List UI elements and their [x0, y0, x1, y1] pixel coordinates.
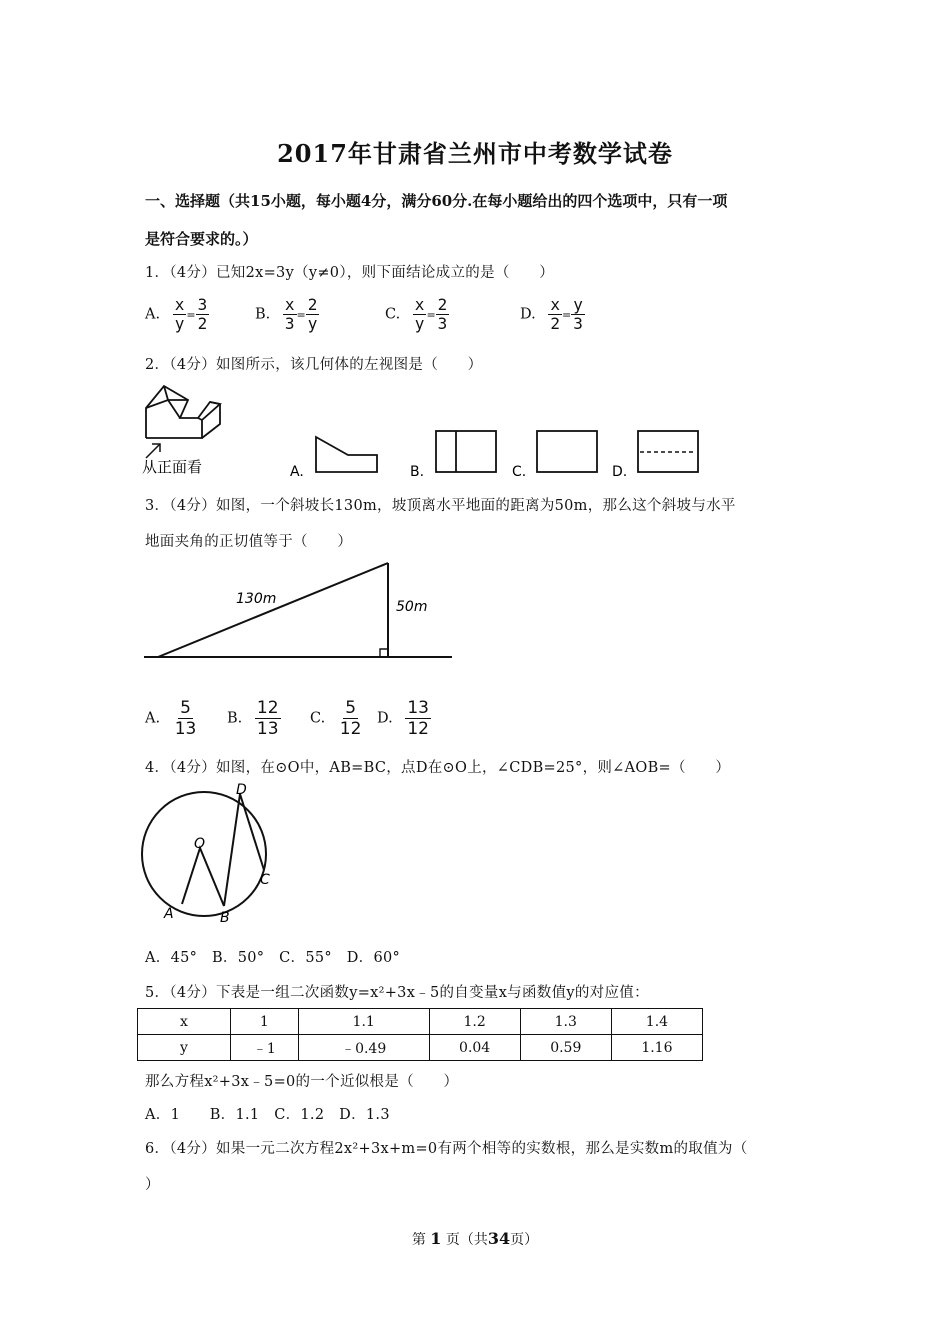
fraction-denominator: 13: [174, 719, 197, 739]
circle-o: [142, 792, 266, 916]
table-row: [138, 1009, 703, 1035]
label-c: C: [260, 872, 270, 888]
fraction-numerator: x: [414, 295, 425, 314]
q5-stem: 5．（4分）下表是一组二次函数y=x²+3x﹣5的自变量x与函数值y的对应值：: [145, 985, 649, 1001]
footer-text: 页（共: [445, 1232, 488, 1248]
q1-options: [145, 296, 795, 340]
q5-follow-up: 那么方程x²+3x﹣5=0的一个近似根是（ ）: [145, 1074, 459, 1090]
fraction-denominator: 12: [407, 719, 429, 739]
page-number: 1: [430, 1229, 442, 1248]
option-label: B.: [255, 306, 271, 323]
hypotenuse-label: 130m: [236, 591, 277, 607]
table-cell: 0.04: [429, 1035, 520, 1061]
equals-sign: =: [561, 308, 572, 322]
q2-option-a-label[interactable]: A.: [290, 464, 304, 480]
option-label: D.: [520, 306, 536, 323]
fraction-denominator: 3: [437, 314, 448, 333]
table-cell: 1.4: [611, 1009, 702, 1035]
height-label: 50m: [396, 599, 428, 615]
fraction-denominator: 13: [256, 719, 279, 739]
table-cell: 1.16: [611, 1035, 702, 1061]
fraction-denominator: y: [174, 314, 185, 333]
option-label: C.: [385, 306, 401, 323]
section-header-line1: 一、选择题（共15小题，每小题4分，满分60分.在每小题给出的四个选项中，只有一项: [145, 192, 728, 210]
fraction-denominator: 2: [550, 314, 560, 333]
fraction-numerator: 2: [307, 295, 318, 314]
table-cell: y: [138, 1035, 231, 1061]
q3-option-d[interactable]: [377, 698, 431, 739]
total-pages: 34: [487, 1229, 511, 1248]
q1-option-b[interactable]: [255, 296, 319, 333]
q6-stem-line2: ）: [145, 1177, 160, 1193]
q6-stem-line1: 6．（4分）如果一元二次方程2x²+3x+m=0有两个相等的实数根，那么是实数m的取值为（: [145, 1141, 748, 1157]
q2-option-c-label[interactable]: C.: [512, 464, 527, 480]
option-label: D.: [377, 710, 393, 727]
fraction-numerator: 12: [256, 698, 279, 718]
q2-option-b-shape[interactable]: [436, 431, 496, 472]
q3-stem-line1: 3．（4分）如图，一个斜坡长130m，坡顶离水平地面的距离为50m，那么这个斜坡与水平: [145, 498, 736, 514]
q3-stem-line2: 地面夹角的正切值等于（ ）: [145, 534, 353, 550]
label-b: B: [220, 910, 230, 926]
chords-db-dc: [224, 794, 264, 906]
solid-3d-figure: [146, 386, 220, 438]
footer-text: 第: [411, 1232, 426, 1248]
option-label: C.: [310, 710, 326, 727]
equals-sign: =: [426, 308, 436, 322]
footer-text: 页）: [510, 1232, 539, 1248]
q3-option-b[interactable]: [227, 698, 281, 739]
table-cell: x: [138, 1009, 231, 1035]
table-cell: 0.59: [520, 1035, 611, 1061]
view-arrow-icon: [146, 444, 160, 458]
q2-option-a-shape[interactable]: [316, 437, 377, 472]
page-title: 2017年甘肃省兰州市中考数学试卷: [277, 139, 673, 168]
label-d: D: [236, 782, 247, 798]
fraction-numerator: 5: [345, 698, 357, 718]
fraction-numerator: y: [573, 295, 583, 314]
right-angle-mark: [380, 649, 388, 657]
fraction-denominator: 3: [284, 314, 295, 333]
table-cell: ﹣1: [231, 1035, 299, 1061]
fraction-numerator: 13: [407, 698, 429, 718]
fraction-denominator: 3: [573, 314, 583, 333]
q3-option-c[interactable]: [310, 698, 363, 739]
q5-options[interactable]: A．1 B．1.1 C．1.2 D．1.3: [145, 1107, 390, 1123]
option-label: A.: [145, 710, 161, 727]
q4-options[interactable]: A．45° B．50° C．55° D．60°: [145, 950, 401, 966]
slope-line: [158, 563, 388, 657]
fraction-denominator: y: [307, 314, 318, 333]
page-footer: [0, 1229, 950, 1249]
fraction-numerator: 5: [180, 698, 191, 718]
fraction-denominator: y: [414, 314, 425, 333]
q1-option-a[interactable]: [145, 296, 209, 333]
fraction-numerator: 3: [197, 295, 208, 314]
q5-value-table: [137, 1008, 703, 1061]
q1-option-c[interactable]: [385, 296, 449, 333]
q3-option-a[interactable]: [145, 698, 198, 739]
radii-oa-ob: [182, 848, 224, 906]
fraction-numerator: 2: [437, 295, 448, 314]
q2-option-d-label[interactable]: D.: [612, 464, 628, 480]
fraction-denominator: 2: [197, 314, 208, 333]
table-cell: 1.1: [298, 1009, 429, 1035]
fraction-numerator: x: [174, 295, 185, 314]
table-cell: 1: [231, 1009, 299, 1035]
table-row: [138, 1035, 703, 1061]
q3-figure: [140, 555, 460, 665]
q1-stem: 1．（4分）已知2x=3y（y≠0），则下面结论成立的是（ ）: [145, 265, 555, 281]
q1-option-d[interactable]: [520, 296, 585, 333]
fraction-numerator: x: [284, 295, 295, 314]
label-o: O: [194, 836, 206, 852]
option-label: B.: [227, 710, 243, 727]
equals-sign: =: [296, 308, 306, 322]
q2-option-b-label[interactable]: B.: [410, 464, 425, 480]
table-cell: 1.2: [429, 1009, 520, 1035]
table-cell: ﹣0.49: [298, 1035, 429, 1061]
fraction-numerator: x: [550, 295, 560, 314]
q4-figure: [138, 778, 288, 926]
equals-sign: =: [186, 308, 196, 322]
section-header-line2: 是符合要求的。）: [145, 230, 258, 248]
q2-stem: 2．（4分）如图所示，该几何体的左视图是（ ）: [145, 357, 483, 373]
table-cell: 1.3: [520, 1009, 611, 1035]
option-label: A.: [145, 306, 161, 323]
view-label: 从正面看: [142, 458, 203, 476]
q2-figure: [140, 380, 720, 480]
q3-options: [145, 698, 465, 742]
fraction-denominator: 12: [339, 719, 362, 739]
q4-stem: 4．（4分）如图，在⊙O中，AB=BC，点D在⊙O上，∠CDB=25°，则∠AOB=（ ）: [145, 760, 731, 776]
label-a: A: [164, 906, 174, 922]
q2-option-c-shape[interactable]: [537, 431, 597, 472]
